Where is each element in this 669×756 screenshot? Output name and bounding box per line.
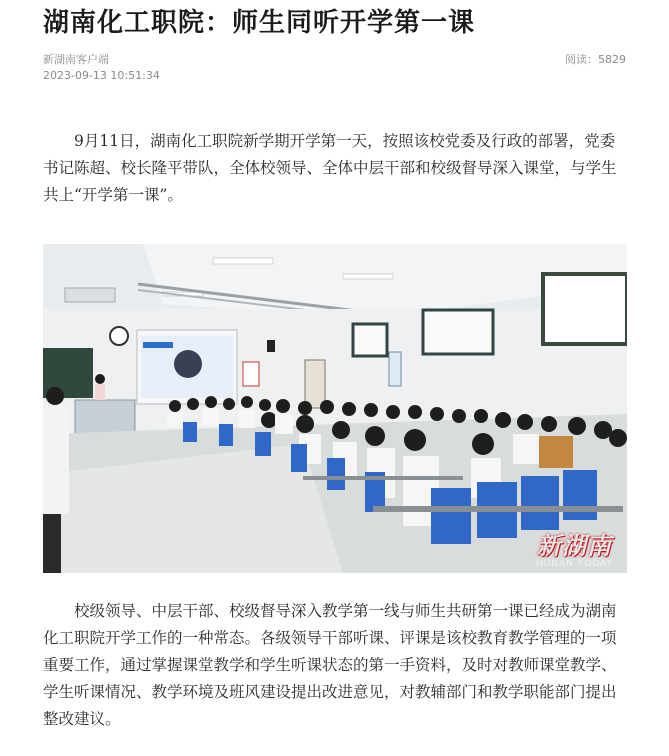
classroom-illustration — [43, 244, 627, 573]
watermark-main: 新湖南 — [536, 532, 612, 560]
article-datetime: 2023-09-13 10:51:34 — [43, 69, 160, 82]
article-title: 湖南化工职院：师生同听开学第一课 — [43, 8, 476, 38]
article-paragraph-2: 校级领导、中层干部、校级督导深入教学第一线与师生共研第一课已经成为湖南化工职院开学工作的一种常态。各级领导干部听课、评课是该校教育教学管理的一项重要工作，通过掌握课堂教学和学生听课状态的第一手资料，及时对教师课堂教学、学生听课情况、教学环境及班风建设提出改进意见，对教辅部门和教学职能部门提出整改建议。 — [43, 602, 617, 728]
classroom-photo[interactable] — [43, 244, 627, 573]
article-paragraph-1: 9月11日，湖南化工职院新学期开学第一天，按照该校党委及行政的部署，党委书记陈超、校长隆平带队，全体校领导、全体中层干部和校级督导深入课堂，与学生共上“开学第一课”。 — [43, 132, 617, 204]
watermark-sub: HUNAN TODAY — [535, 559, 613, 569]
read-count: 阅读：5829 — [565, 53, 626, 66]
watermark-logo — [536, 533, 613, 569]
article-source[interactable]: 新湖南客户端 — [43, 53, 109, 66]
